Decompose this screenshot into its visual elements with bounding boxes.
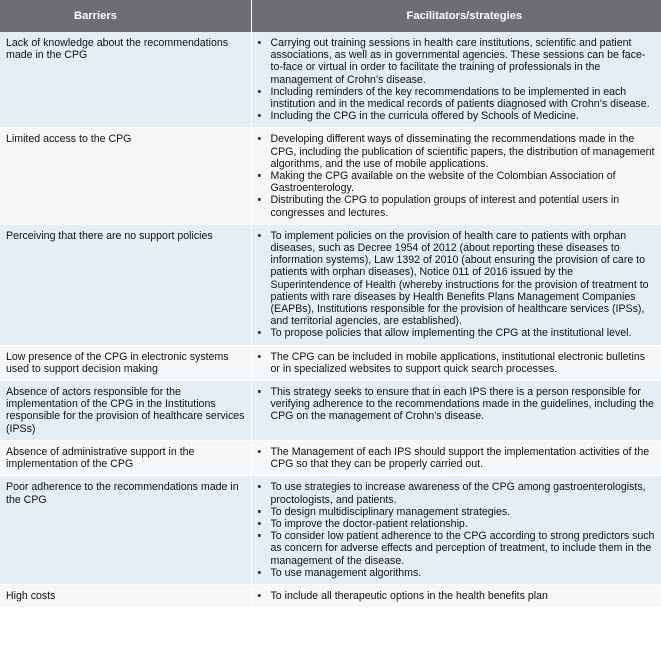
strategy-item: • Making the CPG available on the website of the Colombian Association of Gastroenterology. <box>258 170 656 194</box>
barrier-cell: Perceiving that there are no support policies <box>0 224 251 345</box>
strategy-item: • Including reminders of the key recommendations to be implemented in each institution and in the medical records of patients diagnosed with Crohn’s disease. <box>258 86 656 110</box>
barrier-cell: High costs <box>0 584 251 607</box>
barriers-header: Barriers <box>0 0 251 32</box>
strategy-item: • Carrying out training sessions in health care institutions, scientific and patient associations, as well as in governmental agencies. These sessions can be face-to-face or virtual in order to facilitate the training of professionals in the management of Crohn’s disease. <box>258 37 656 86</box>
strategy-item: • The Management of each IPS should support the implementation activities of the CPG so that they can be properly carried out. <box>258 446 656 470</box>
strategies-cell <box>251 476 661 585</box>
strategy-item: • Developing different ways of disseminating the recommendations made in the CPG, including the publication of scientific papers, the distribution of management algorithms, and the use of mobile applications. <box>258 133 656 170</box>
strategies-cell <box>251 381 661 441</box>
strategy-item: • To use management algorithms. <box>258 567 656 579</box>
strategy-item: • To consider low patient adherence to the CPG according to strong predictors such as concern for adverse effects and perception of treatment, to include them in the management of the disease. <box>258 530 656 567</box>
table-row <box>0 224 661 345</box>
barrier-cell: Lack of knowledge about the recommendations made in the CPG <box>0 32 251 128</box>
strategies-cell <box>251 345 661 380</box>
barrier-cell: Absence of actors responsible for the implementation of the CPG in the Institutions responsible for the provision of healthcare services (IPSs) <box>0 381 251 441</box>
header-row <box>0 0 661 32</box>
strategies-cell <box>251 584 661 607</box>
strategy-item: • This strategy seeks to ensure that in each IPS there is a person responsible for verifying adherence to the recommendations made in the guidelines, including the CPG on the management of Crohn’s disease. <box>258 386 656 423</box>
table-row <box>0 584 661 607</box>
strategy-item: • To propose policies that allow implementing the CPG at the institutional level. <box>258 327 656 339</box>
strategy-item: • To include all therapeutic options in the health benefits plan <box>258 590 656 602</box>
strategy-item: • To design multidisciplinary management strategies. <box>258 506 656 518</box>
strategy-item: • To improve the doctor-patient relationship. <box>258 518 656 530</box>
table-row <box>0 476 661 585</box>
table-row <box>0 440 661 475</box>
strategies-cell <box>251 32 661 128</box>
strategies-cell <box>251 224 661 345</box>
table-row <box>0 32 661 128</box>
table-row <box>0 345 661 380</box>
strategies-cell <box>251 128 661 224</box>
strategy-item: • To use strategies to increase awareness of the CPG among gastroenterologists, proctologists, and patients. <box>258 481 656 505</box>
barrier-cell: Low presence of the CPG in electronic systems used to support decision making <box>0 345 251 380</box>
barrier-cell: Absence of administrative support in the implementation of the CPG <box>0 440 251 475</box>
strategy-item: • Including the CPG in the curricula offered by Schools of Medicine. <box>258 110 656 122</box>
table-row <box>0 381 661 441</box>
strategy-item: • The CPG can be included in mobile applications, institutional electronic bulletins or in specialized websites to support quick search processes. <box>258 351 656 375</box>
table-row <box>0 128 661 224</box>
strategies-cell <box>251 440 661 475</box>
strategy-item: • Distributing the CPG to population groups of interest and potential users in congresses and lectures. <box>258 194 656 218</box>
barrier-cell: Limited access to the CPG <box>0 128 251 224</box>
strategy-item: • To implement policies on the provision of health care to patients with orphan diseases, such as Decree 1954 of 2012 (about reporting these diseases to information systems), Law 1392 of 2010 (about ensuring the provision of care to patients with orphan diseases), Notice 011 of 2016 issued by the Superintendence of Health (whereby instructions for the provision of treatment to patients with rare diseases by Health Benefits Plans Management Companies (EAPBs), Institutions responsible for the provision of healthcare services (IPSs), and territorial agencies, are established). <box>258 230 656 328</box>
facilitators-header: Facilitators/strategies <box>251 0 661 32</box>
barrier-cell: Poor adherence to the recommendations made in the CPG <box>0 476 251 585</box>
